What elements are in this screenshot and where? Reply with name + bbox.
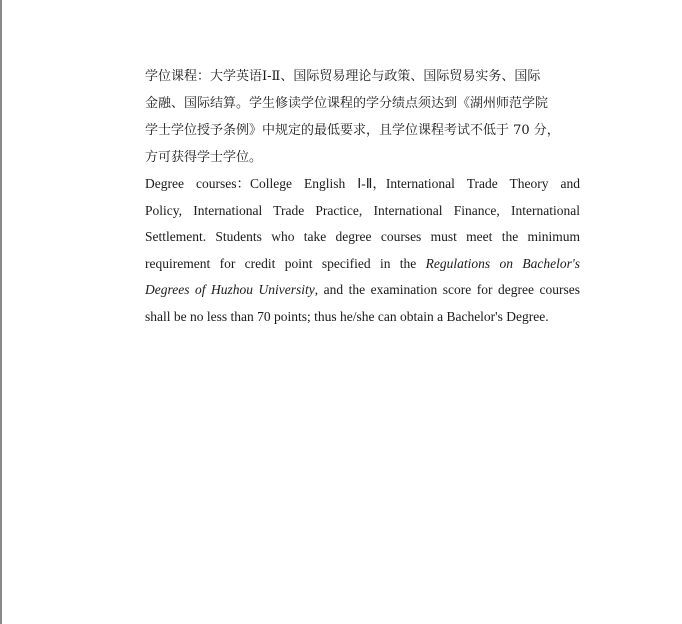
chinese-paragraph <box>145 63 580 171</box>
english-line-4 <box>145 251 580 278</box>
chinese-line-4: 方可获得学士学位。 <box>145 150 263 165</box>
english-line-4-text: requirement for credit point specified in the <box>145 255 426 271</box>
english-line-3: Settlement. Students who take degree courses must meet the minimum <box>145 229 580 245</box>
english-line-5 <box>145 277 580 304</box>
english-line-2: Policy, International Trade Practice, International Finance, International <box>145 202 580 218</box>
chinese-line-1: 学位课程：大学英语Ⅰ-Ⅱ、国际贸易理论与政策、国际贸易实务、国际 <box>145 69 541 84</box>
english-paragraph <box>145 171 580 331</box>
english-line-5-text: , and the examination score for degree courses <box>314 282 580 298</box>
english-line-1: Degree courses：College English Ⅰ-Ⅱ，International Trade Theory and <box>145 176 580 191</box>
chinese-line-3: 学士学位授予条例》中规定的最低要求，且学位课程考试不低于 70 分， <box>145 123 560 138</box>
english-line-6: shall be no less than 70 points; thus he/she can obtain a Bachelor's Degree. <box>145 308 549 324</box>
regulations-title-part-2: Degrees of Huzhou University <box>145 282 315 298</box>
chinese-line-2: 金融、国际结算。学生修读学位课程的学分绩点须达到《湖州师范学院 <box>145 96 549 111</box>
regulations-title-part-1: Regulations on Bachelor's <box>425 255 580 271</box>
